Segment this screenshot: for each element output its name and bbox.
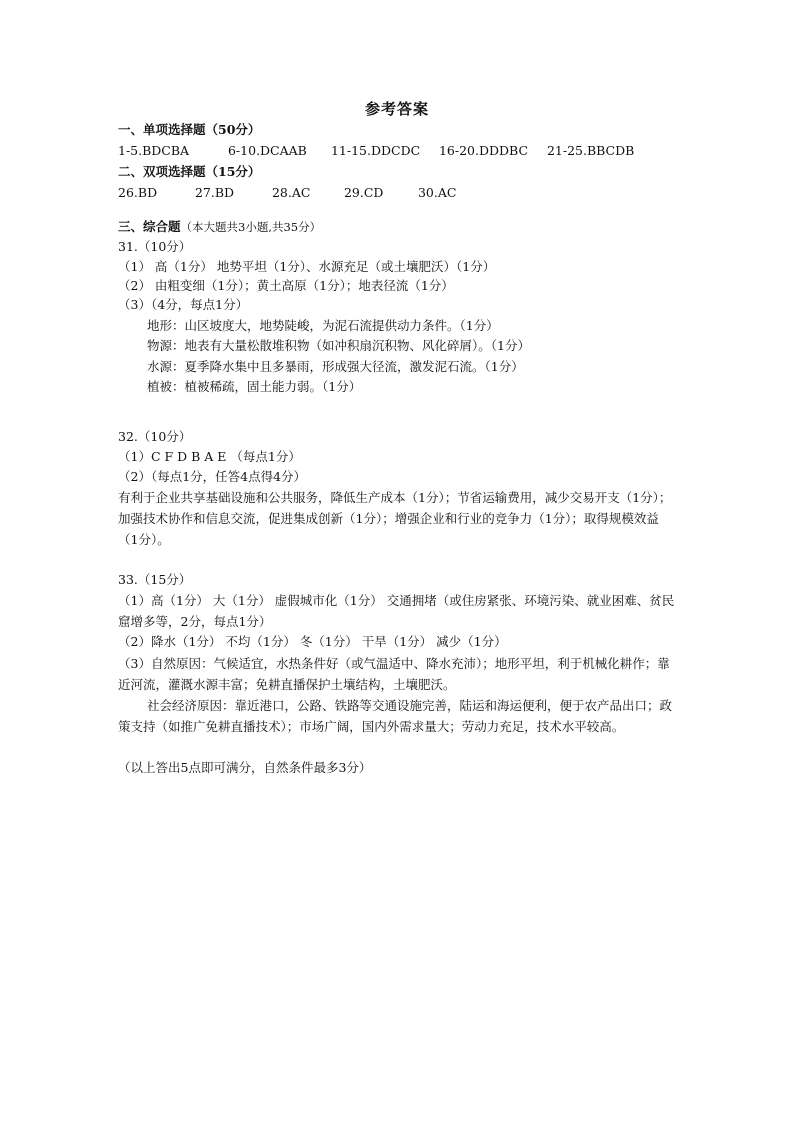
question-33-paragraph: 社会经济原因：靠近港口，公路、铁路等交通设施完善，陆运和海运便利，便于农产品出口；政策支持（如推广免耕直播技术）；市场广阔，国内外需求量大；劳动力充足，技术水平较高。 [118, 698, 673, 734]
answer-group: 27.BD [194, 185, 235, 200]
question-31-line: 植被：植被稀疏，固土能力弱。（1分） [147, 379, 362, 394]
question-32-line: （2）（每点1分，任答4点得4分） [118, 469, 307, 484]
question-33-paragraph: （3）自然原因：气候适宜，水热条件好（或气温适中、降水充沛）；地形平坦，利于机械化耕作；靠近河流，灌溉水源丰富；免耕直播保护土壤结构，土壤肥沃。 [118, 656, 670, 692]
question-33-line: （2）降水（1分） 不均（1分） 冬（1分） 干旱（1分） 减少（1分） [118, 634, 507, 649]
section-3-heading [118, 217, 321, 237]
section-1-heading: 一、单项选择题（50分） [118, 122, 261, 137]
answer-group: 1-5.BDCBA [118, 143, 190, 158]
question-33-label: 33.（15分） [118, 572, 192, 587]
answer-group: 30.AC [417, 185, 457, 200]
page-title: 参考答案 [364, 100, 429, 118]
section-3-heading-text: 三、综合题 [118, 219, 181, 234]
answer-group: 11-15.DDCDC [330, 143, 421, 158]
question-31-line: 物源：地表有大量松散堆积物（如冲积扇沉积物、风化碎屑）。（1分） [147, 338, 530, 353]
question-31-line: （2） 由粗变细（1分）；黄土高原（1分）；地表径流（1分） [118, 278, 454, 293]
answer-group: 28.AC [271, 185, 311, 200]
answer-group: 21-25.BBCDB [546, 143, 635, 158]
answer-group: 29.CD [343, 185, 384, 200]
section-1-answers [118, 141, 634, 161]
question-31-line: 水源：夏季降水集中且多暴雨，形成强大径流，激发泥石流。（1分） [147, 359, 524, 374]
section-2-heading: 二、双项选择题（15分） [118, 164, 261, 179]
question-32-label: 32.（10分） [118, 429, 192, 444]
answer-group: 26.BD [118, 185, 158, 200]
question-31-label: 31.（10分） [118, 239, 192, 254]
section-3-heading-note: （本大题共3小题,共35分） [180, 220, 322, 234]
answer-group: 16-20.DDDBC [438, 143, 529, 158]
answer-group: 6-10.DCAAB [227, 143, 307, 158]
question-32-paragraph: 有利于企业共享基础设施和公共服务，降低生产成本（1分）；节省运输费用，减少交易开支（1分）；加强技术协作和信息交流，促进集成创新（1分）；增强企业和行业的竞争力（1分）；取得规模效益（1分）。 [118, 490, 672, 547]
question-32-line: （1）C F D B A E （每点1分） [118, 449, 301, 464]
question-31-line: （1） 高（1分） 地势平坦（1分）、水源充足（或土壤肥沃）（1分） [118, 259, 496, 274]
section-2-answers [118, 183, 456, 203]
question-31-line: 地形：山区坡度大，地势陡峻，为泥石流提供动力条件。（1分） [147, 318, 499, 333]
question-33-paragraph: （1）高（1分） 大（1分） 虚假城市化（1分） 交通拥堵（或住房紧张、环境污染、就业困难、贫民窟增多等，2分，每点1分） [118, 593, 675, 629]
question-33-note: （以上答出5点即可满分，自然条件最多3分） [118, 760, 372, 775]
question-31-line: （3）（4分，每点1分） [118, 297, 249, 312]
